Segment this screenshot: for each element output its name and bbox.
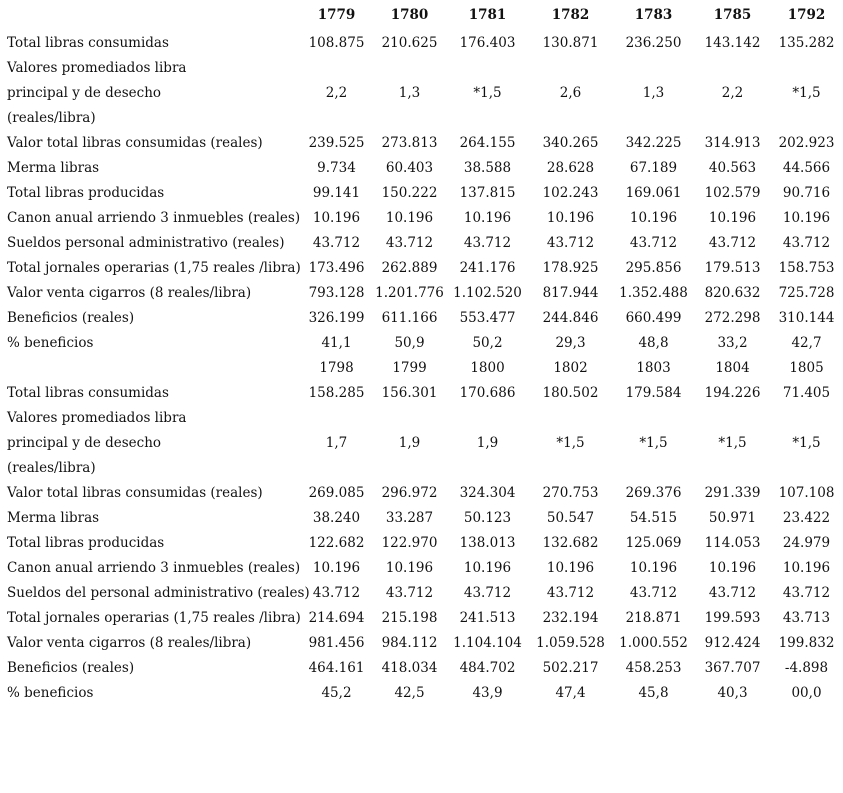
value-cell: 43,9 — [472, 684, 503, 701]
value-cell: 1.104.104 — [453, 634, 522, 651]
table-row — [0, 655, 843, 680]
value-cell: 43.713 — [782, 609, 831, 626]
value-cell — [770, 105, 843, 130]
value-cell: 611.166 — [381, 309, 438, 326]
table-row — [0, 680, 843, 705]
table-row — [0, 380, 843, 405]
value-cell: 10.196 — [708, 559, 757, 576]
value-cell: 179.584 — [625, 384, 682, 401]
year-header-cell: 1781 — [468, 7, 507, 23]
table-row — [0, 55, 843, 80]
table-row — [0, 180, 843, 205]
value-cell: 2,2 — [721, 84, 744, 101]
value-cell: 10.196 — [546, 559, 595, 576]
value-cell: *1,5 — [639, 434, 668, 451]
value-cell: 210.625 — [381, 34, 438, 51]
value-cell — [529, 455, 612, 480]
table-row — [0, 80, 843, 105]
year-header-cell: 1803 — [636, 359, 671, 376]
value-cell: 1.352.488 — [619, 284, 688, 301]
value-cell: 502.217 — [542, 659, 599, 676]
value-cell — [373, 55, 446, 80]
value-cell: 156.301 — [381, 384, 438, 401]
value-cell: 10.196 — [782, 209, 831, 226]
value-cell — [446, 455, 529, 480]
year-header-cell: 1800 — [470, 359, 505, 376]
value-cell: 239.525 — [308, 134, 365, 151]
value-cell — [695, 405, 770, 430]
value-cell: 43.712 — [708, 234, 757, 251]
value-cell: 10.196 — [385, 559, 434, 576]
row-label: Beneficios (reales) — [7, 309, 135, 326]
value-cell: 178.925 — [542, 259, 599, 276]
value-cell: 264.155 — [459, 134, 516, 151]
value-cell — [446, 405, 529, 430]
value-cell: 43.712 — [385, 584, 434, 601]
value-cell: 2,6 — [559, 84, 582, 101]
value-cell: 484.702 — [459, 659, 516, 676]
table-row — [0, 630, 843, 655]
value-cell: 215.198 — [381, 609, 438, 626]
value-cell: 295.856 — [625, 259, 682, 276]
value-cell: 10.196 — [708, 209, 757, 226]
table-row — [0, 555, 843, 580]
value-cell: -4.898 — [784, 659, 829, 676]
value-cell: 1,7 — [325, 434, 348, 451]
value-cell: 42,5 — [394, 684, 425, 701]
value-cell: 122.970 — [381, 534, 438, 551]
row-label: Total libras producidas — [7, 534, 165, 551]
value-cell: 43.712 — [463, 234, 512, 251]
value-cell: 820.632 — [704, 284, 761, 301]
value-cell — [770, 55, 843, 80]
value-cell: 342.225 — [625, 134, 682, 151]
value-cell: 269.085 — [308, 484, 365, 501]
row-label: Total libras consumidas — [7, 384, 169, 401]
value-cell: 107.108 — [778, 484, 835, 501]
value-cell: 793.128 — [308, 284, 365, 301]
value-cell: 158.285 — [308, 384, 365, 401]
year-header-cell: 1804 — [715, 359, 750, 376]
value-cell: 273.813 — [381, 134, 438, 151]
value-cell — [446, 55, 529, 80]
value-cell: 43.712 — [463, 584, 512, 601]
year-header-cell: 1785 — [713, 7, 752, 23]
value-cell — [300, 455, 373, 480]
year-header-cell: 1802 — [553, 359, 588, 376]
table-row — [0, 530, 843, 555]
value-cell — [300, 105, 373, 130]
value-cell: 244.846 — [542, 309, 599, 326]
value-cell: 314.913 — [704, 134, 761, 151]
value-cell: 367.707 — [704, 659, 761, 676]
value-cell: 270.753 — [542, 484, 599, 501]
value-cell: 194.226 — [704, 384, 761, 401]
value-cell: *1,5 — [556, 434, 585, 451]
header-empty-cell — [0, 0, 300, 30]
table-row — [0, 580, 843, 605]
value-cell: 43.712 — [312, 234, 361, 251]
table-row — [0, 155, 843, 180]
table-row — [0, 130, 843, 155]
value-cell: 43.712 — [385, 234, 434, 251]
value-cell: 553.477 — [459, 309, 516, 326]
table-row — [0, 430, 843, 455]
value-cell — [695, 455, 770, 480]
row-label: Total libras producidas — [7, 184, 165, 201]
value-cell: 984.112 — [381, 634, 438, 651]
table-row — [0, 255, 843, 280]
value-cell: 269.376 — [625, 484, 682, 501]
value-cell: 40,3 — [717, 684, 748, 701]
value-cell: 1.201.776 — [375, 284, 444, 301]
value-cell: 33.287 — [385, 509, 434, 526]
value-cell: 10.196 — [629, 559, 678, 576]
table-row — [0, 505, 843, 530]
value-cell — [695, 55, 770, 80]
value-cell: 180.502 — [542, 384, 599, 401]
value-cell: 170.686 — [459, 384, 516, 401]
table-row — [0, 405, 843, 430]
table-row — [0, 280, 843, 305]
value-cell: 50.971 — [708, 509, 757, 526]
row-label: Merma libras — [7, 159, 100, 176]
row-label: Valor total libras consumidas (reales) — [7, 484, 263, 501]
value-cell: 40.563 — [708, 159, 757, 176]
value-cell: 912.424 — [704, 634, 761, 651]
value-cell: 169.061 — [625, 184, 682, 201]
value-cell: 214.694 — [308, 609, 365, 626]
value-cell: 28.628 — [546, 159, 595, 176]
table-row — [0, 605, 843, 630]
value-cell — [373, 405, 446, 430]
value-cell — [300, 55, 373, 80]
value-cell: *1,5 — [792, 84, 821, 101]
value-cell — [529, 105, 612, 130]
year-header-cell: 1798 — [319, 359, 354, 376]
value-cell: 48,8 — [638, 334, 669, 351]
value-cell: 199.593 — [704, 609, 761, 626]
value-cell: 241.513 — [459, 609, 516, 626]
value-cell — [529, 405, 612, 430]
table-row — [0, 105, 843, 130]
value-cell: 29,3 — [555, 334, 586, 351]
value-cell: 1,3 — [398, 84, 421, 101]
row-label: Total jornales operarias (1,75 reales /libra) — [7, 259, 301, 276]
value-cell: 310.144 — [778, 309, 835, 326]
row-label: Total libras consumidas — [7, 34, 169, 51]
value-cell: 202.923 — [778, 134, 835, 151]
value-cell: 41,1 — [321, 334, 352, 351]
year-header-row — [0, 0, 843, 30]
value-cell: 10.196 — [385, 209, 434, 226]
value-cell: 725.728 — [778, 284, 835, 301]
value-cell: 114.053 — [704, 534, 761, 551]
row-label: Valores promediados libra — [7, 409, 187, 426]
value-cell: 135.282 — [778, 34, 835, 51]
value-cell — [612, 55, 695, 80]
year-header-cell: 1780 — [390, 7, 429, 23]
value-cell — [695, 105, 770, 130]
value-cell: 326.199 — [308, 309, 365, 326]
value-cell: 9.734 — [317, 159, 356, 176]
value-cell: 44.566 — [782, 159, 831, 176]
value-cell: 24.979 — [782, 534, 831, 551]
row-label: (reales/libra) — [7, 109, 96, 126]
value-cell: *1,5 — [718, 434, 747, 451]
value-cell: 176.403 — [459, 34, 516, 51]
value-cell: 10.196 — [782, 559, 831, 576]
row-label: Canon anual arriendo 3 inmuebles (reales) — [7, 559, 301, 576]
value-cell: 43.712 — [546, 234, 595, 251]
value-cell: 138.013 — [459, 534, 516, 551]
value-cell — [612, 105, 695, 130]
value-cell: 00,0 — [791, 684, 822, 701]
value-cell: 38.240 — [312, 509, 361, 526]
table-row — [0, 455, 843, 480]
value-cell: 418.034 — [381, 659, 438, 676]
value-cell: 10.196 — [629, 209, 678, 226]
row-label: Sueldos personal administrativo (reales) — [7, 234, 285, 251]
row-label: Valores promediados libra — [7, 59, 187, 76]
value-cell — [373, 105, 446, 130]
row-label: Sueldos del personal administrativo (reales) — [7, 584, 310, 601]
value-cell: 464.161 — [308, 659, 365, 676]
year-header-cell: 1805 — [789, 359, 824, 376]
value-cell: *1,5 — [473, 84, 502, 101]
value-cell: 236.250 — [625, 34, 682, 51]
value-cell: 1,9 — [398, 434, 421, 451]
value-cell: 60.403 — [385, 159, 434, 176]
value-cell: 981.456 — [308, 634, 365, 651]
value-cell: 179.513 — [704, 259, 761, 276]
value-cell: 199.832 — [778, 634, 835, 651]
value-cell: *1,5 — [792, 434, 821, 451]
value-cell: 102.579 — [704, 184, 761, 201]
value-cell — [612, 405, 695, 430]
table-row — [0, 330, 843, 355]
value-cell: 1.000.552 — [619, 634, 688, 651]
value-cell: 38.588 — [463, 159, 512, 176]
value-cell: 45,8 — [638, 684, 669, 701]
value-cell: 2,2 — [325, 84, 348, 101]
value-cell: 10.196 — [463, 209, 512, 226]
value-cell: 108.875 — [308, 34, 365, 51]
value-cell: 42,7 — [791, 334, 822, 351]
value-cell — [300, 405, 373, 430]
year-header-cell: 1782 — [551, 7, 590, 23]
row-label: principal y de desecho — [7, 434, 162, 451]
value-cell: 137.815 — [459, 184, 516, 201]
value-cell: 50,9 — [394, 334, 425, 351]
value-cell: 122.682 — [308, 534, 365, 551]
value-cell: 1,9 — [476, 434, 499, 451]
value-cell — [529, 55, 612, 80]
value-cell: 1,3 — [642, 84, 665, 101]
value-cell: 817.944 — [542, 284, 599, 301]
row-label: principal y de desecho — [7, 84, 162, 101]
value-cell: 50,2 — [472, 334, 503, 351]
value-cell: 241.176 — [459, 259, 516, 276]
value-cell: 1.059.528 — [536, 634, 605, 651]
value-cell: 50.123 — [463, 509, 512, 526]
value-cell: 130.871 — [542, 34, 599, 51]
value-cell: 272.298 — [704, 309, 761, 326]
table-row — [0, 30, 843, 55]
year-header-row — [0, 355, 843, 380]
value-cell: 71.405 — [782, 384, 831, 401]
row-label: Canon anual arriendo 3 inmuebles (reales) — [7, 209, 301, 226]
row-label: Valor total libras consumidas (reales) — [7, 134, 263, 151]
value-cell: 43.712 — [708, 584, 757, 601]
row-label: Total jornales operarias (1,75 reales /libra) — [7, 609, 301, 626]
value-cell: 45,2 — [321, 684, 352, 701]
value-cell: 296.972 — [381, 484, 438, 501]
row-label: Valor venta cigarros (8 reales/libra) — [7, 634, 252, 651]
value-cell: 102.243 — [542, 184, 599, 201]
value-cell: 43.712 — [546, 584, 595, 601]
value-cell: 90.716 — [782, 184, 831, 201]
value-cell: 158.753 — [778, 259, 835, 276]
value-cell: 262.889 — [381, 259, 438, 276]
value-cell — [770, 405, 843, 430]
value-cell: 458.253 — [625, 659, 682, 676]
value-cell: 10.196 — [546, 209, 595, 226]
row-label: Beneficios (reales) — [7, 659, 135, 676]
value-cell: 125.069 — [625, 534, 682, 551]
row-label: % beneficios — [7, 684, 94, 701]
value-cell: 67.189 — [629, 159, 678, 176]
row-label: % beneficios — [7, 334, 94, 351]
year-header-cell: 1779 — [317, 7, 356, 23]
value-cell — [373, 455, 446, 480]
value-cell: 10.196 — [312, 559, 361, 576]
row-label: (reales/libra) — [7, 459, 96, 476]
year-header-cell: 1799 — [392, 359, 427, 376]
value-cell: 150.222 — [381, 184, 438, 201]
value-cell: 10.196 — [312, 209, 361, 226]
header-empty-cell — [0, 355, 300, 380]
value-cell: 43.712 — [629, 584, 678, 601]
table-row — [0, 205, 843, 230]
table-row — [0, 230, 843, 255]
value-cell: 50.547 — [546, 509, 595, 526]
value-cell: 43.712 — [312, 584, 361, 601]
table-row — [0, 305, 843, 330]
value-cell: 143.142 — [704, 34, 761, 51]
value-cell: 218.871 — [625, 609, 682, 626]
value-cell: 340.265 — [542, 134, 599, 151]
year-header-cell: 1792 — [787, 7, 826, 23]
year-header-cell: 1783 — [634, 7, 673, 23]
value-cell: 660.499 — [625, 309, 682, 326]
value-cell: 324.304 — [459, 484, 516, 501]
value-cell: 99.141 — [312, 184, 361, 201]
row-label: Valor venta cigarros (8 reales/libra) — [7, 284, 252, 301]
value-cell: 43.712 — [782, 234, 831, 251]
value-cell: 43.712 — [782, 584, 831, 601]
value-cell: 33,2 — [717, 334, 748, 351]
value-cell: 54.515 — [629, 509, 678, 526]
value-cell: 43.712 — [629, 234, 678, 251]
value-cell: 1.102.520 — [453, 284, 522, 301]
value-cell: 23.422 — [782, 509, 831, 526]
value-cell: 232.194 — [542, 609, 599, 626]
value-cell — [446, 105, 529, 130]
value-cell — [770, 455, 843, 480]
value-cell: 47,4 — [555, 684, 586, 701]
value-cell: 173.496 — [308, 259, 365, 276]
value-cell: 291.339 — [704, 484, 761, 501]
table-row — [0, 480, 843, 505]
row-label: Merma libras — [7, 509, 100, 526]
value-cell — [612, 455, 695, 480]
value-cell: 10.196 — [463, 559, 512, 576]
value-cell: 132.682 — [542, 534, 599, 551]
